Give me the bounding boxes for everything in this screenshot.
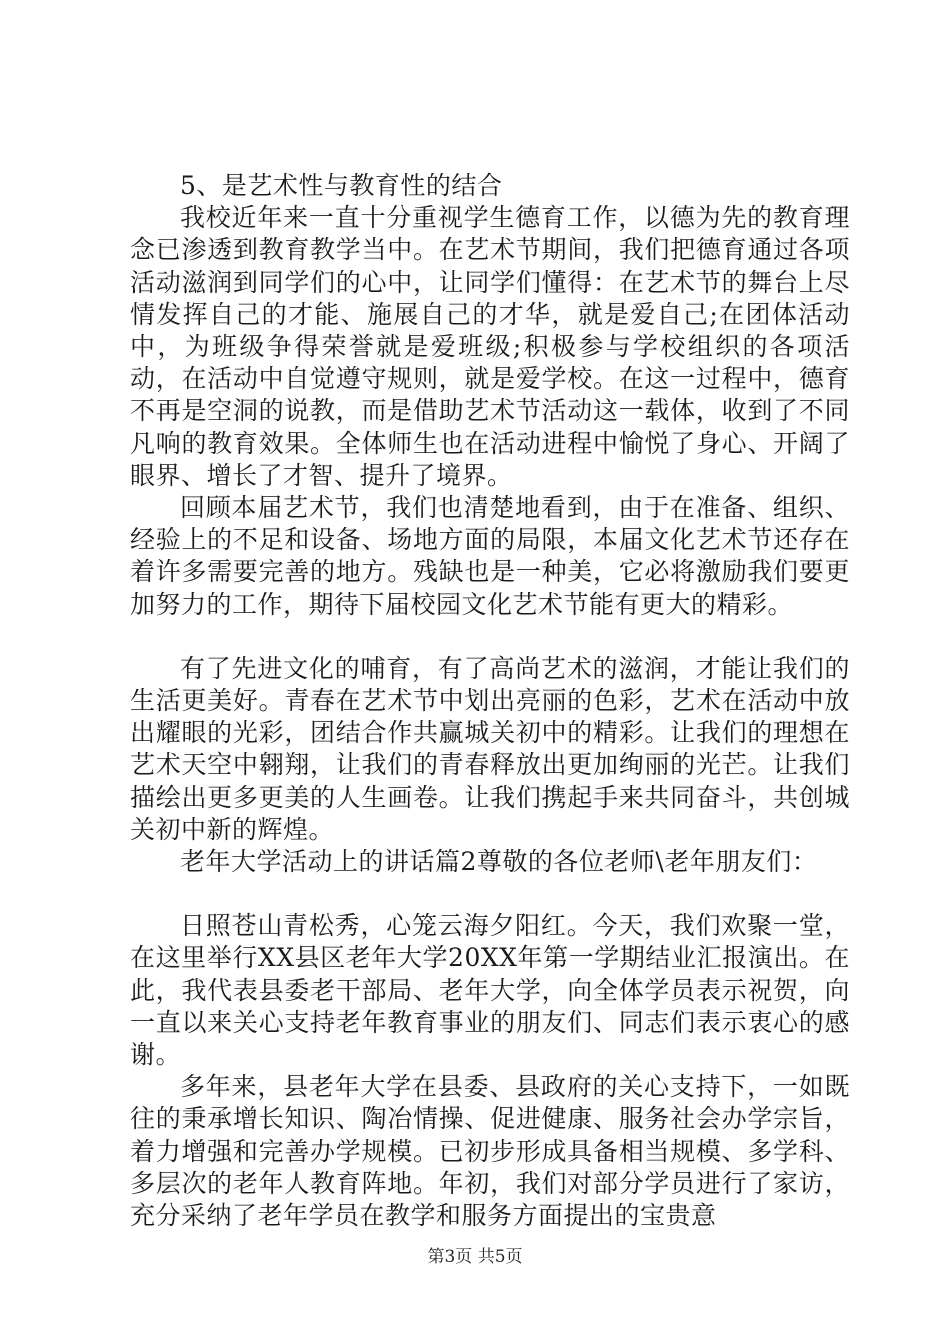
- section-heading: 5、是艺术性与教育性的结合: [180, 171, 503, 200]
- paragraph: 有了先进文化的哺育，有了高尚艺术的滋润，才能让我们的生活更美好。青春在艺术节中划出亮丽的色彩，艺术在活动中放出耀眼的光彩，团结合作共赢城关初中的精彩。让我们的理想在艺术天空中翱翔，让我们的青春释放出更加绚丽的光芒。让我们描绘出更多更美的人生画卷。让我们携起手来共同奋斗，共创城关初中新的辉煌。: [130, 653, 850, 844]
- paragraph: 日照苍山青松秀，心笼云海夕阳红。今天，我们欢聚一堂，在这里举行XX县区老年大学20XX年第一学期结业汇报演出。在此，我代表县委老干部局、老年大学，向全体学员表示祝贺，向一直以来关心支持老年教育事业的朋友们、同志们表示衷心的感谢。: [130, 911, 850, 1070]
- paragraph: 回顾本届艺术节，我们也清楚地看到，由于在准备、组织、经验上的不足和设备、场地方面的局限，本届文化艺术节还存在着许多需要完善的地方。残缺也是一种美，它必将激励我们要更加努力的工作，期待下届校园文化艺术节能有更大的精彩。: [130, 493, 850, 619]
- document-body: [130, 170, 850, 1232]
- blank-line: [130, 878, 850, 910]
- speech-title: 老年大学活动上的讲话篇2尊敬的各位老师\老年朋友们：: [180, 847, 818, 877]
- paragraph: 我校近年来一直十分重视学生德育工作，以德为先的教育理念已渗透到教育教学当中。在艺术节期间，我们把德育通过各项活动滋润到同学们的心中，让同学们懂得：在艺术节的舞台上尽情发挥自己的才能、施展自己的才华，就是爱自己;在团体活动中，为班级争得荣誉就是爱班级;积极参与学校组织的各项活动，在活动中自觉遵守规则，就是爱学校。在这一过程中，德育不再是空洞的说教，而是借助艺术节活动这一载体，收到了不同凡响的教育效果。全体师生也在活动进程中愉悦了身心、开阔了眼界、增长了才智、提升了境界。: [130, 203, 850, 490]
- paragraph: 多年来，县老年大学在县委、县政府的关心支持下，一如既往的秉承增长知识、陶冶情操、促进健康、服务社会办学宗旨，着力增强和完善办学规模。已初步形成具备相当规模、多学科、多层次的老年人教育阵地。年初，我们对部分学员进行了家访，充分采纳了老年学员在教学和服务方面提出的宝贵意: [130, 1072, 850, 1231]
- blank-line: [130, 621, 850, 653]
- page-footer: 第3页 共5页: [427, 1247, 523, 1267]
